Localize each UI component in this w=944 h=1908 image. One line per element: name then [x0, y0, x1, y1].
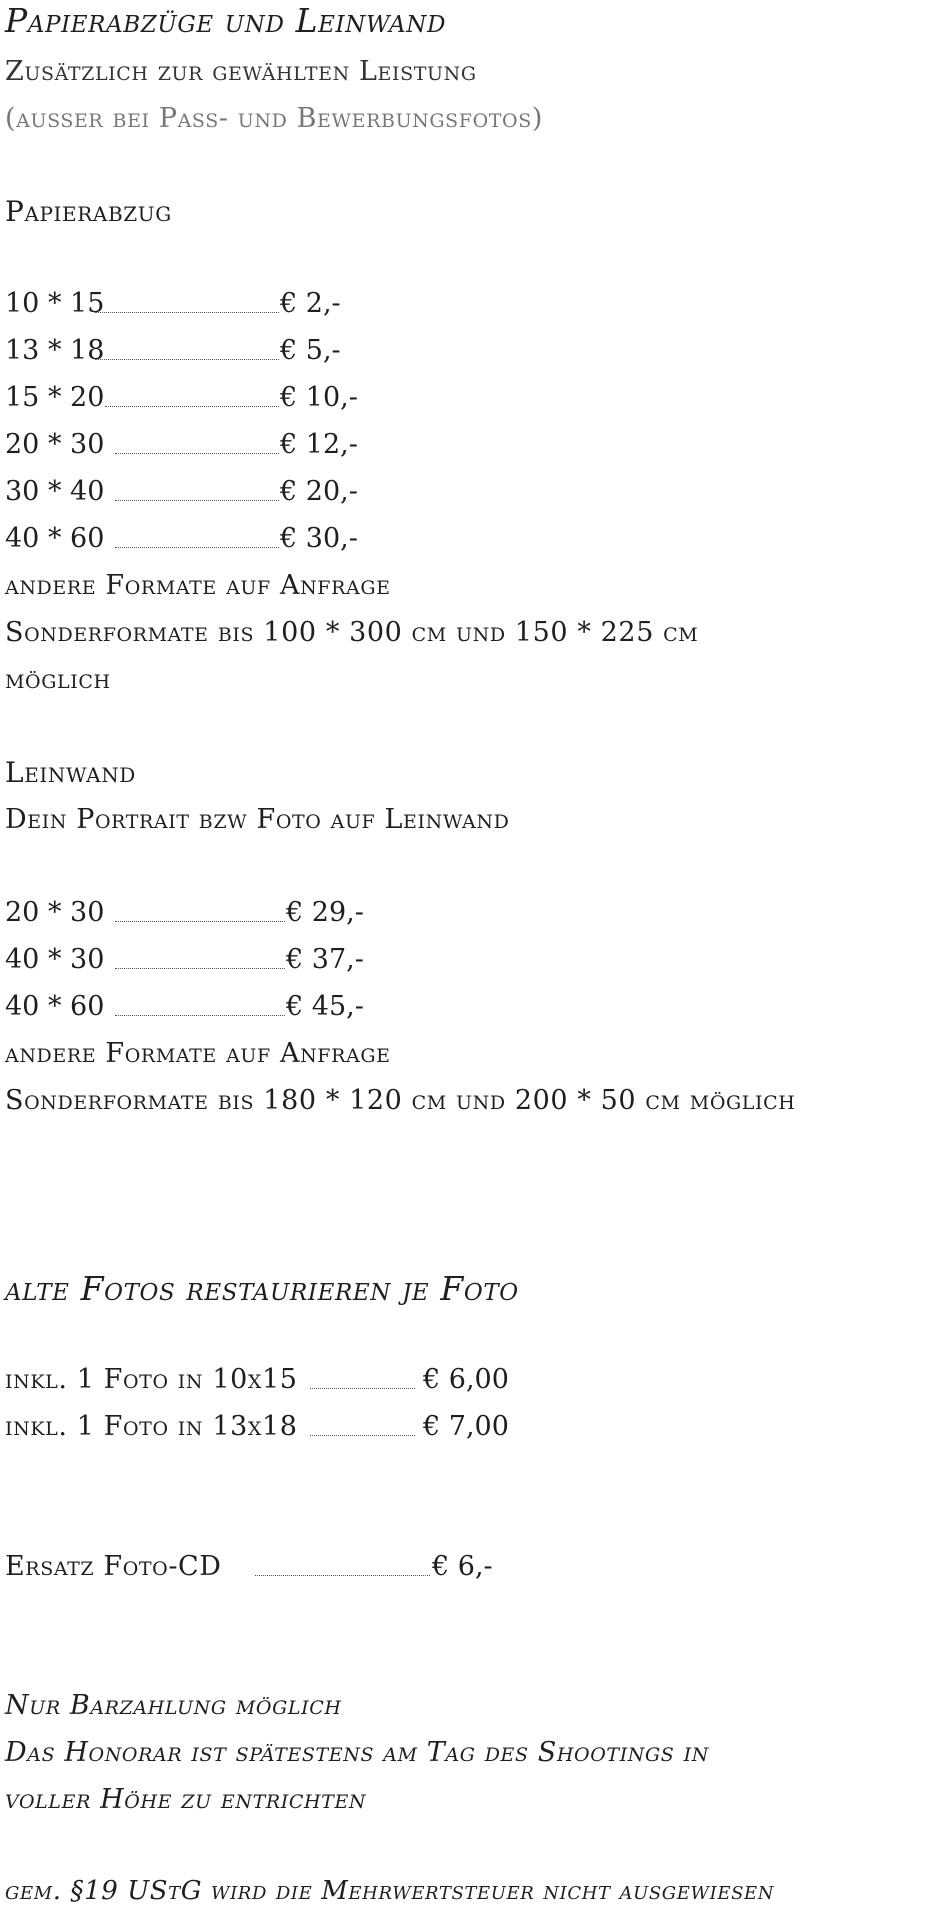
papier-note-possible: möglich: [5, 664, 111, 695]
leinwand-heading: Leinwand: [5, 756, 136, 789]
leinwand-note-other-formats: andere Formate auf Anfrage: [5, 1038, 391, 1069]
dot-leader: [115, 968, 285, 969]
dot-leader: [310, 1388, 415, 1389]
row-label: 40 * 60: [5, 523, 105, 554]
dot-leader: [115, 921, 285, 922]
row-price: € 29,-: [286, 897, 364, 928]
papier-note-special-formats: Sonderformate bis 100 * 300 cm und 150 * 225 cm: [5, 617, 699, 648]
intro-line-1: Zusätzlich zur gewählten Leistung: [5, 56, 477, 87]
row-label: inkl. 1 Foto in 10x15: [5, 1364, 298, 1395]
row-price: € 20,-: [280, 476, 358, 507]
tax-note: gem. §19 UStG wird die Mehrwertsteuer nicht ausgewiesen: [5, 1876, 775, 1906]
row-label: 10 * 15: [5, 288, 105, 319]
dot-leader: [115, 500, 279, 501]
dot-leader: [95, 312, 279, 313]
dot-leader: [310, 1435, 415, 1436]
dot-leader: [115, 547, 279, 548]
row-label: 40 * 30: [5, 944, 105, 975]
dot-leader: [105, 406, 279, 407]
dot-leader: [95, 359, 279, 360]
row-price: € 37,-: [286, 944, 364, 975]
row-price: € 7,00: [423, 1411, 509, 1442]
row-label: inkl. 1 Foto in 13x18: [5, 1411, 298, 1442]
row-label: 20 * 30: [5, 897, 105, 928]
row-label: 30 * 40: [5, 476, 105, 507]
dot-leader: [115, 453, 279, 454]
row-label: 40 * 60: [5, 991, 105, 1022]
row-label: 20 * 30: [5, 429, 105, 460]
cd-price: € 6,-: [432, 1551, 493, 1582]
row-price: € 6,00: [423, 1364, 509, 1395]
dot-leader: [255, 1575, 430, 1576]
row-price: € 12,-: [280, 429, 358, 460]
row-price: € 30,-: [280, 523, 358, 554]
row-label: 13 * 18: [5, 335, 105, 366]
dot-leader: [115, 1015, 285, 1016]
payment-line-1: Nur Barzahlung möglich: [5, 1690, 342, 1721]
leinwand-note-special-formats: Sonderformate bis 180 * 120 cm und 200 * 50 cm möglich: [5, 1085, 796, 1116]
papier-heading: Papierabzug: [5, 195, 172, 228]
payment-line-3: voller Höhe zu entrichten: [5, 1784, 367, 1815]
row-price: € 5,-: [280, 335, 341, 366]
row-price: € 10,-: [280, 382, 358, 413]
intro-line-2: (ausser bei Pass- und Bewerbungsfotos): [5, 103, 543, 134]
page-title: Papierabzüge und Leinwand: [5, 1, 447, 40]
restore-heading: alte Fotos restaurieren je Foto: [5, 1269, 519, 1308]
row-price: € 2,-: [280, 288, 341, 319]
papier-note-other-formats: andere Formate auf Anfrage: [5, 570, 391, 601]
leinwand-subtitle: Dein Portrait bzw Foto auf Leinwand: [5, 804, 510, 835]
payment-line-2: Das Honorar ist spätestens am Tag des Shootings in: [5, 1737, 709, 1768]
row-price: € 45,-: [286, 991, 364, 1022]
row-label: 15 * 20: [5, 382, 105, 413]
cd-label: Ersatz Foto-CD: [5, 1551, 222, 1582]
